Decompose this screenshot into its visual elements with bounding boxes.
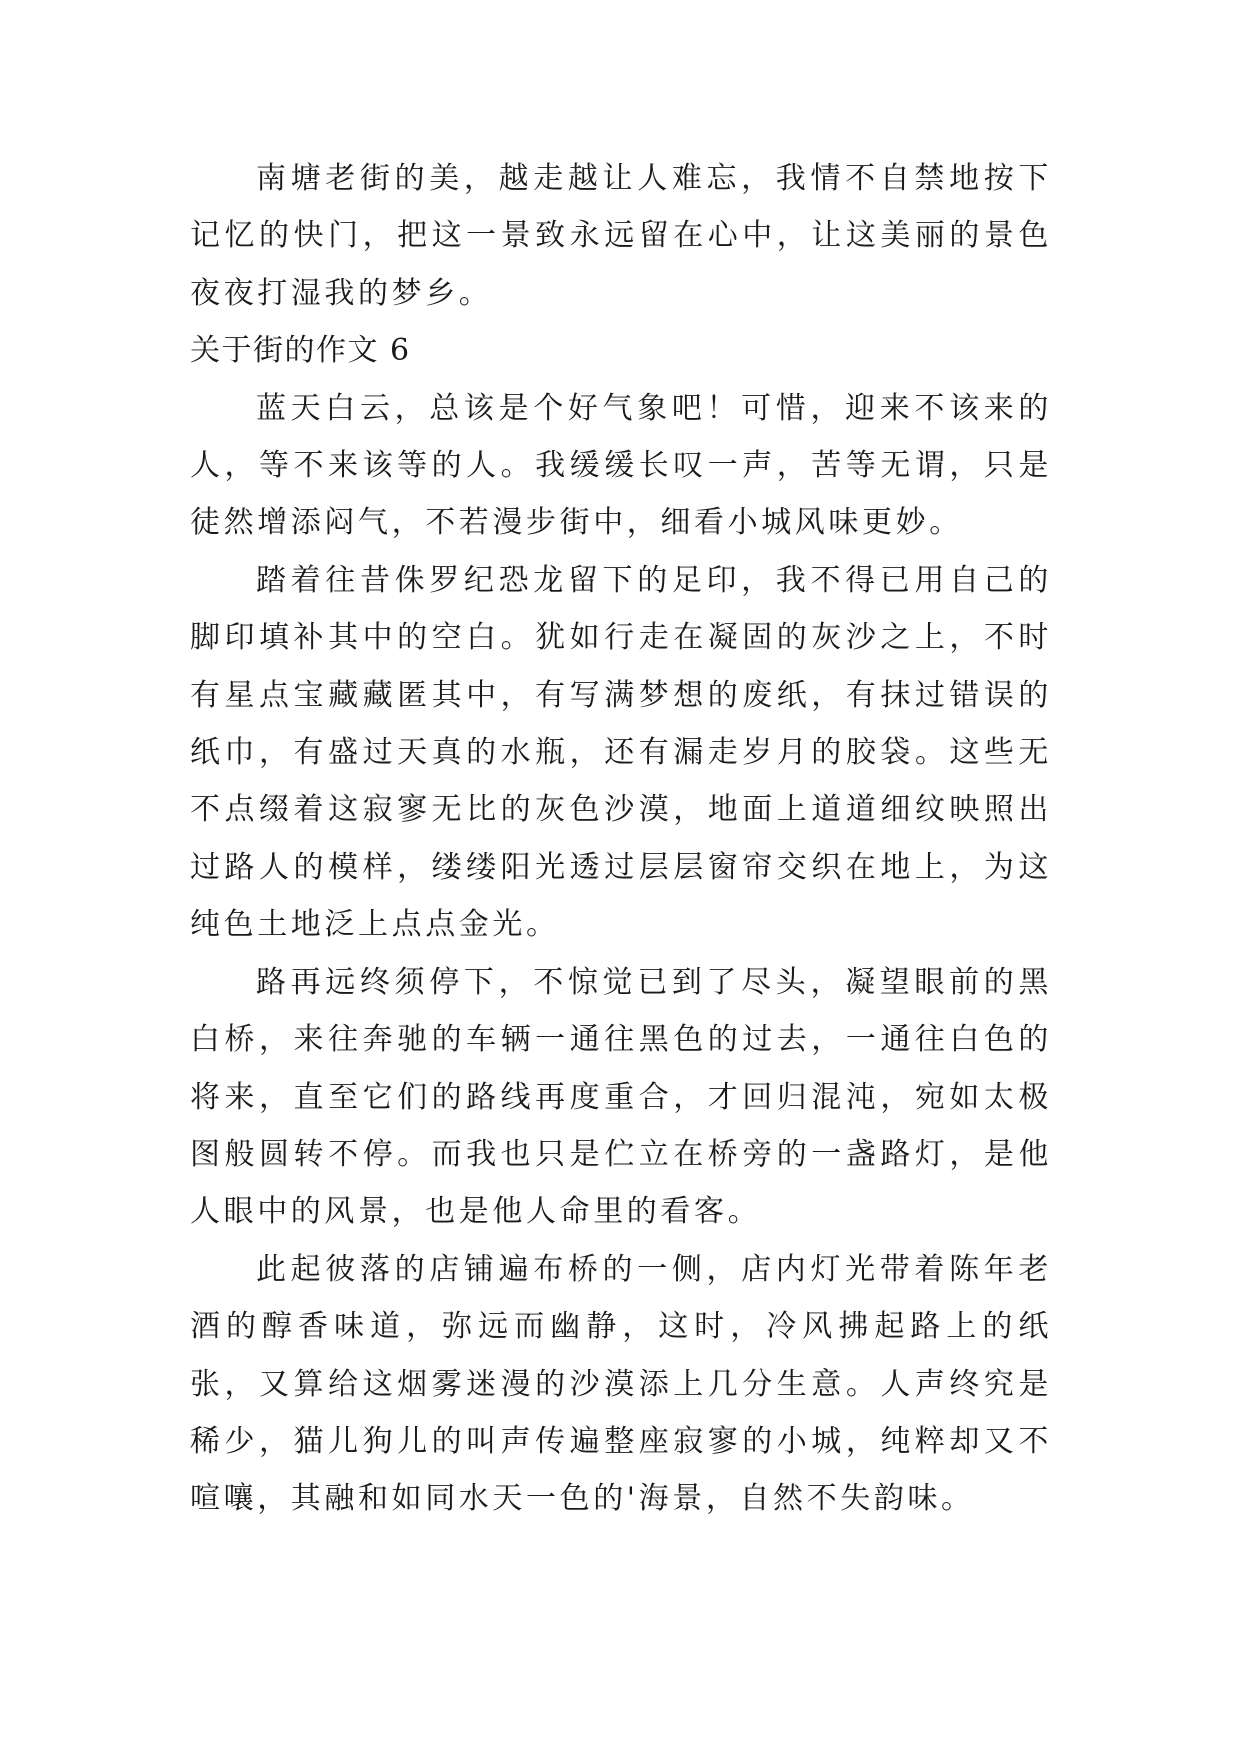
section-heading: 关于街的作文 6	[190, 333, 411, 369]
paragraph-1: 南塘老街的美，越走越让人难忘，我情不自禁地按下记忆的快门，把这一景致永远留在心中，让这美丽的景色夜夜打湿我的梦乡。	[190, 161, 1052, 311]
paragraph-3: 踏着往昔侏罗纪恐龙留下的足印，我不得已用自己的脚印填补其中的空白。犹如行走在凝固的灰沙之上，不时有星点宝藏藏匿其中，有写满梦想的废纸，有抹过错误的纸巾，有盛过天真的水瓶，还有漏走岁月的胶袋。这些无不点缀着这寂寥无比的灰色沙漠，地面上道道细纹映照出过路人的模样，缕缕阳光透过层层窗帘交织在地上，为这纯色土地泛上点点金光。	[190, 562, 1052, 943]
paragraph-2: 蓝天白云，总该是个好气象吧！可惜，迎来不该来的人，等不来该等的人。我缓缓长叹一声，苦等无谓，只是徒然增添闷气，不若漫步街中，细看小城风味更妙。	[190, 390, 1052, 541]
paragraph-5: 此起彼落的店铺遍布桥的一侧，店内灯光带着陈年老酒的醇香味道，弥远而幽静，这时，冷风拂起路上的纸张，又算给这烟雾迷漫的沙漠添上几分生意。人声终究是稀少，猫儿狗儿的叫声传遍整座寂寥的小城，纯粹却又不喧嚷，其融和如同水天一色的'海景，自然不失韵味。	[190, 1251, 1052, 1517]
document-body	[190, 150, 1052, 1528]
paragraph-4: 路再远终须停下，不惊觉已到了尽头，凝望眼前的黑白桥，来往奔驰的车辆一通往黑色的过去，一通往白色的将来，直至它们的路线再度重合，才回归混沌，宛如太极图般圆转不停。而我也只是伫立在桥旁的一盏路灯，是他人眼中的风景，也是他人命里的看客。	[190, 964, 1052, 1230]
